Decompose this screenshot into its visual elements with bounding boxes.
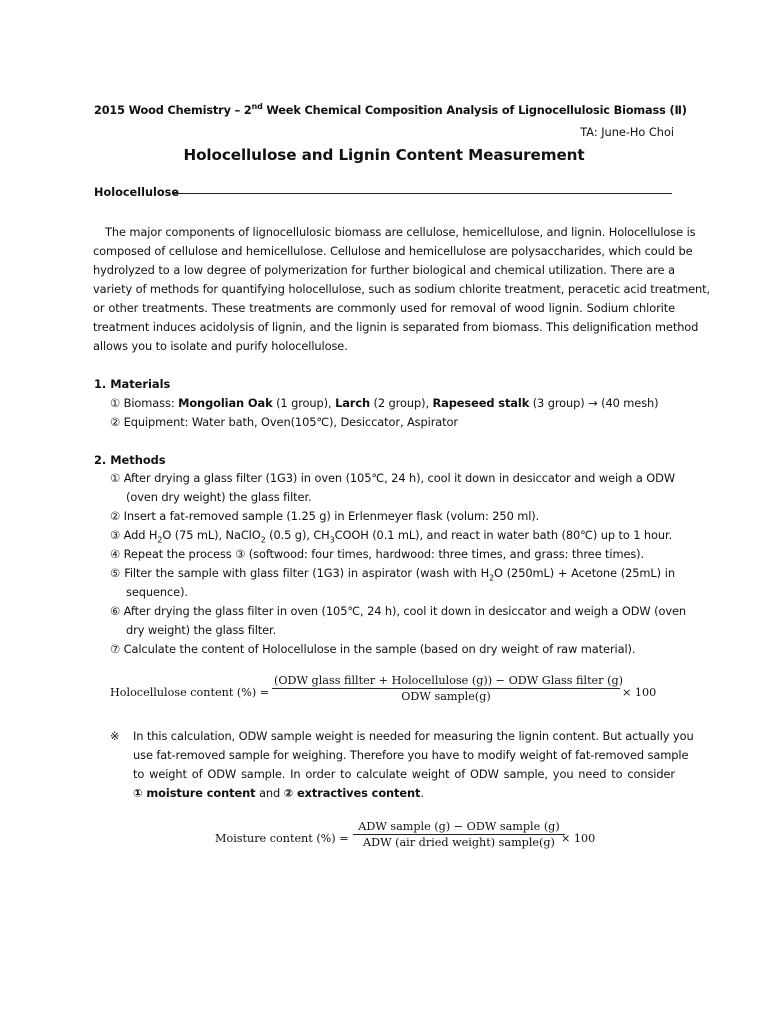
note-mark: ※ (110, 729, 120, 743)
method-step-7: ⑦ Calculate the content of Holocellulose in the sample (based on dry weight of raw material). (110, 642, 636, 656)
page-title: Holocellulose and Lignin Content Measurement (183, 146, 585, 164)
method-step-1: ① After drying a glass filter (1G3) in oven (105℃, 24 h), cool it down in desiccator and weigh a ODW (110, 471, 675, 485)
ta-name: TA: June-Ho Choi (580, 126, 674, 139)
formula2-denominator: ADW (air dried weight) sample(g) (363, 836, 555, 849)
note-line-1: In this calculation, ODW sample weight is needed for measuring the lignin content. But actually you (133, 729, 694, 743)
formula1-multiplier: × 100 (622, 686, 657, 699)
method-step-3: ③ Add $H_2O$ (75 mL), NaClO$_2$ (0.5 g), $CH_3COOH$ (0.1 mL), and react in water bath (80℃) up to 1 hour. (110, 528, 673, 545)
intro-line-7: allows you to isolate and purify holocellulose. (93, 339, 348, 353)
moisture-formula (215, 820, 615, 860)
materials-equipment: ② Equipment: Water bath, Oven(105℃), Desiccator, Aspirator (110, 415, 458, 429)
formula2-multiplier: × 100 (561, 832, 596, 845)
methods-heading: 2. Methods (94, 453, 166, 467)
intro-line-4: variety of methods for quantifying holocellulose, such as sodium chlorite treatment, peracetic acid treatment, (93, 282, 711, 296)
section-rule (174, 193, 672, 194)
formula2-fraction (353, 820, 565, 849)
intro-line-2: composed of cellulose and hemicellulose. Cellulose and hemicellulose are polysaccharides, which could be (93, 244, 693, 258)
note-line-3: to weight of ODW sample. In order to calculate weight of ODW sample, you need to consider (133, 767, 675, 781)
formula2-lhs: Moisture content (%) = (215, 832, 349, 845)
intro-line-1: The major components of lignocellulosic biomass are cellulose, hemicellulose, and lignin. Holocellulose is (105, 225, 696, 239)
holocellulose-formula (110, 674, 670, 714)
method-step-6-cont: dry weight) the glass filter. (126, 623, 277, 637)
section-heading: Holocellulose (94, 186, 180, 199)
formula2-numerator: ADW sample (g) − ODW sample (g) (353, 820, 565, 835)
method-step-6: ⑥ After drying the glass filter in oven (105℃, 24 h), cool it down in desiccator and weigh a ODW (oven (110, 604, 686, 618)
note-line-4: ① moisture content and ② extractives content. (133, 786, 424, 800)
formula1-lhs: Holocellulose content (%) = (110, 686, 270, 699)
method-step-2: ② Insert a fat-removed sample (1.25 g) in Erlenmeyer flask (volum: 250 ml). (110, 509, 540, 523)
method-step-1-cont: (oven dry weight) the glass filter. (126, 490, 312, 504)
intro-line-5: or other treatments. These treatments are commonly used for removal of wood lignin. Sodium chlorite (93, 301, 675, 315)
intro-line-6: treatment induces acidolysis of lignin, and the lignin is separated from biomass. This delignification method (93, 320, 699, 334)
materials-heading: 1. Materials (94, 377, 171, 391)
method-step-5: ⑤ Filter the sample with glass filter (1G3) in aspirator (wash with $H_2O$ (250mL) + Acetone (25mL) in (110, 566, 675, 583)
course-header: 2015 Wood Chemistry – 2nd Week Chemical Composition Analysis of Lignocellulosic Biomass (Ⅱ) (94, 102, 687, 117)
intro-line-3: hydrolyzed to a low degree of polymerization for further biological and chemical utilization. There are a (93, 263, 675, 277)
method-step-4: ④ Repeat the process ③ (softwood: four times, hardwood: three times, and grass: three times). (110, 547, 645, 561)
formula1-fraction (272, 674, 623, 703)
materials-biomass: ① Biomass: Mongolian Oak (1 group), Larch (2 group), Rapeseed stalk (3 group) → (40 mesh) (110, 396, 659, 410)
method-step-5-cont: sequence). (126, 585, 188, 599)
formula1-denominator: ODW sample(g) (401, 690, 491, 703)
formula1-numerator: (ODW glass fillter + Holocellulose (g)) − ODW Glass filter (g) (274, 674, 623, 687)
note-line-2: use fat-removed sample for weighing. Therefore you have to modify weight of fat-removed sample (133, 748, 689, 762)
